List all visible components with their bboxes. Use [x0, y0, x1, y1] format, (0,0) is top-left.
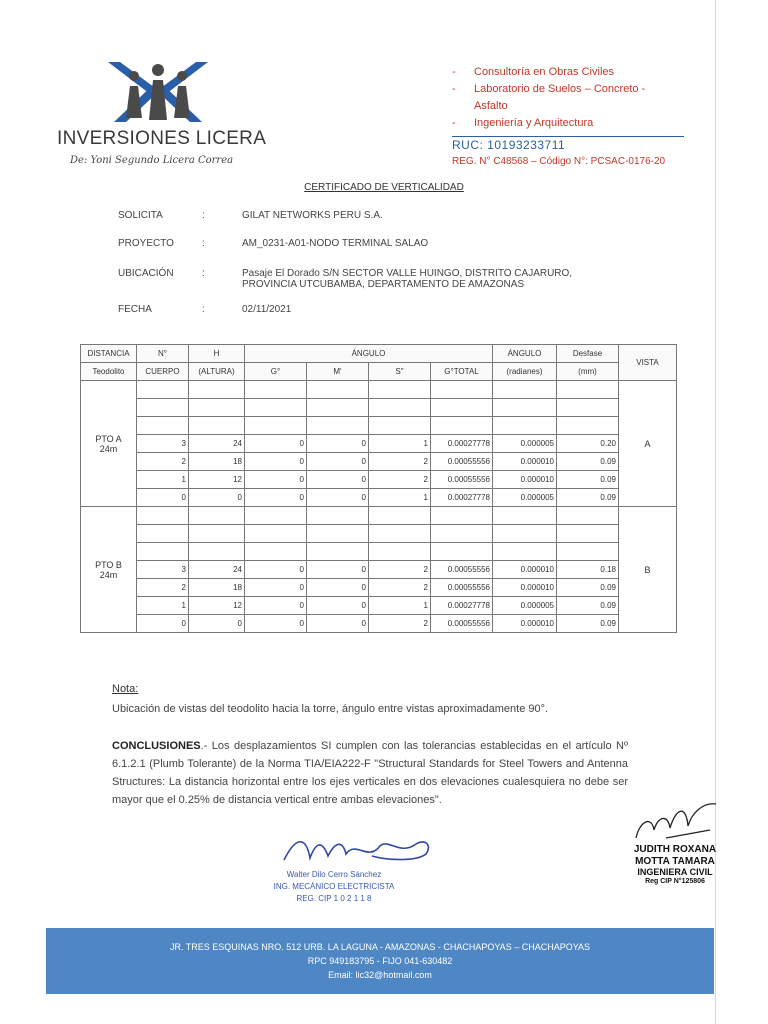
cell-m: 0: [307, 453, 369, 471]
cell-gtotal: [431, 417, 493, 435]
cell-n: [137, 525, 189, 543]
cell-h: [189, 381, 245, 399]
table-row: [81, 543, 677, 561]
cell-n: 3: [137, 561, 189, 579]
cell-desfase: 0.20: [557, 435, 619, 453]
stamp-right-line2: MOTTA TAMARA: [635, 856, 715, 867]
cell-m: 0: [307, 597, 369, 615]
cell-gtotal: 0.00055556: [431, 561, 493, 579]
header-teodolito: Teodolito: [81, 363, 137, 381]
cell-m: 0: [307, 615, 369, 633]
cell-s: 2: [369, 561, 431, 579]
table-row: [81, 435, 677, 453]
cell-rad: 0.000005: [493, 597, 557, 615]
vista-label: A: [619, 381, 677, 507]
cell-h: [189, 543, 245, 561]
cell-rad: [493, 525, 557, 543]
header-mm: (mm): [557, 363, 619, 381]
cell-desfase: [557, 399, 619, 417]
cell-m: 0: [307, 579, 369, 597]
stamp-right-line3: INGENIERA CIVIL: [637, 867, 713, 877]
cell-rad: 0.000010: [493, 471, 557, 489]
field-ubicacion: UBICACIÓN : Pasaje El Dorado S/N SECTOR VALLE HUINGO, DISTRITO CAJARURO, PROVINCIA UTCUBAMBA, DEPARTAMENTO DE AMAZONAS: [118, 268, 573, 290]
cell-rad: [493, 381, 557, 399]
cell-m: [307, 543, 369, 561]
cell-gtotal: 0.00027778: [431, 489, 493, 507]
table-header-row: [81, 345, 677, 363]
cell-n: 2: [137, 453, 189, 471]
cell-desfase: 0.09: [557, 579, 619, 597]
cell-desfase: 0.09: [557, 471, 619, 489]
cell-s: 2: [369, 453, 431, 471]
table-row: [81, 381, 677, 399]
cell-n: 1: [137, 471, 189, 489]
cell-h: 12: [189, 471, 245, 489]
header-m: M': [307, 363, 369, 381]
cell-h: 0: [189, 615, 245, 633]
cell-n: [137, 381, 189, 399]
cell-m: [307, 381, 369, 399]
cell-g: 0: [245, 579, 307, 597]
cell-rad: 0.000010: [493, 579, 557, 597]
cell-n: 0: [137, 489, 189, 507]
cell-gtotal: 0.00055556: [431, 453, 493, 471]
cell-m: [307, 507, 369, 525]
cell-gtotal: 0.00055556: [431, 471, 493, 489]
cell-g: 0: [245, 489, 307, 507]
table-row: [81, 471, 677, 489]
table-subheader-row: [81, 363, 677, 381]
cell-rad: 0.000005: [493, 435, 557, 453]
registration-number: REG. N° C48568 – Código N°: PCSAC-0176-20: [452, 156, 666, 167]
cell-desfase: 0.09: [557, 453, 619, 471]
header-angulo: ÁNGULO: [245, 345, 493, 363]
cell-g: 0: [245, 453, 307, 471]
cell-gtotal: [431, 525, 493, 543]
service-item: Asfalto: [474, 100, 508, 112]
cell-n: 1: [137, 597, 189, 615]
cell-h: 24: [189, 561, 245, 579]
point-label: PTO B 24m: [81, 507, 137, 633]
header-h: H: [189, 345, 245, 363]
cell-m: [307, 525, 369, 543]
cell-rad: 0.000010: [493, 561, 557, 579]
cell-m: [307, 399, 369, 417]
cell-desfase: 0.09: [557, 615, 619, 633]
header-altura: (ALTURA): [189, 363, 245, 381]
cell-h: [189, 507, 245, 525]
cell-gtotal: [431, 399, 493, 417]
table-row: [81, 399, 677, 417]
cell-s: 2: [369, 579, 431, 597]
field-solicita: SOLICITA : GILAT NETWORKS PERU S.A.: [118, 210, 383, 221]
header-cuerpo: CUERPO: [137, 363, 189, 381]
cell-m: 0: [307, 435, 369, 453]
cell-gtotal: 0.00055556: [431, 579, 493, 597]
header-desfase: Desfase: [557, 345, 619, 363]
document-title: CERTIFICADO DE VERTICALIDAD: [304, 182, 464, 193]
table-row: [81, 615, 677, 633]
cell-s: [369, 399, 431, 417]
point-label: PTO A 24m: [81, 381, 137, 507]
table-row: [81, 525, 677, 543]
service-item: - Ingeniería y Arquitectura: [452, 117, 594, 129]
cell-g: [245, 507, 307, 525]
cell-g: [245, 399, 307, 417]
engineer-stamp-right: [610, 800, 740, 900]
cell-s: [369, 507, 431, 525]
cell-m: 0: [307, 489, 369, 507]
header-g: G°: [245, 363, 307, 381]
cell-n: 3: [137, 435, 189, 453]
table-row: [81, 417, 677, 435]
cell-desfase: 0.18: [557, 561, 619, 579]
cell-rad: 0.000010: [493, 453, 557, 471]
cell-s: 1: [369, 489, 431, 507]
header-n: N°: [137, 345, 189, 363]
cell-n: [137, 399, 189, 417]
cell-n: [137, 417, 189, 435]
ruc-number: RUC: 10193233711: [452, 138, 566, 152]
stamp-right-line4: Reg CIP N°125806: [645, 878, 705, 885]
footer-phones: RPC 949183795 - FIJO 041-630482: [307, 956, 453, 966]
service-item: - Laboratorio de Suelos – Concreto -: [452, 83, 646, 95]
cell-desfase: 0.09: [557, 597, 619, 615]
cell-h: 12: [189, 597, 245, 615]
cell-desfase: [557, 417, 619, 435]
footer-bar: [46, 928, 714, 994]
cell-s: 1: [369, 435, 431, 453]
table-row: [81, 561, 677, 579]
cell-s: 2: [369, 471, 431, 489]
cell-m: 0: [307, 471, 369, 489]
cell-g: 0: [245, 471, 307, 489]
header-distancia: DISTANCIA: [81, 345, 137, 363]
owner-signature: De: Yoni Segundo Licera Correa: [70, 155, 234, 166]
header-divider: [452, 136, 684, 137]
signature-scribble-left: [276, 832, 436, 868]
header-vista: VISTA: [619, 345, 677, 381]
cell-desfase: [557, 525, 619, 543]
table-row: [81, 579, 677, 597]
cell-g: 0: [245, 615, 307, 633]
cell-h: 0: [189, 489, 245, 507]
conclusiones-label: CONCLUSIONES: [112, 740, 201, 752]
cell-gtotal: [431, 381, 493, 399]
header-s: S": [369, 363, 431, 381]
cell-desfase: [557, 543, 619, 561]
vista-label: B: [619, 507, 677, 633]
header-gtotal: G°TOTAL: [431, 363, 493, 381]
cell-gtotal: [431, 507, 493, 525]
cell-s: 1: [369, 597, 431, 615]
cell-desfase: [557, 507, 619, 525]
cell-rad: [493, 399, 557, 417]
engineer-stamp-left: [236, 832, 432, 910]
table-row: [81, 597, 677, 615]
nota-label: Nota:: [112, 683, 139, 695]
cell-h: [189, 417, 245, 435]
cell-desfase: [557, 381, 619, 399]
cell-s: [369, 381, 431, 399]
company-name: INVERSIONES LICERA: [57, 128, 267, 149]
conclusiones-paragraph: [112, 737, 628, 809]
conclusiones-text: .- Los desplazamientos SI cumplen con las tolerancias establecidas en el artículo Nº 6.1.2.1 (Plumb Tolerante) de la Norma TIA/EIA222-F "Structural Standards for Steel Towers and Antenna Structures: La distancia horizontal entre los ejes verticales en dos elevaciones cualesquiera no debe ser mayor que el 0.25% de distancia vertical entre ambas elevaciones".: [112, 740, 628, 806]
cell-m: [307, 417, 369, 435]
verticality-table: [80, 344, 677, 633]
cell-g: [245, 543, 307, 561]
cell-rad: [493, 417, 557, 435]
services-list: [452, 64, 645, 132]
cell-gtotal: 0.00055556: [431, 615, 493, 633]
cell-g: [245, 381, 307, 399]
cell-n: 0: [137, 615, 189, 633]
stamp-left-title: ING. MECÁNICO ELECTRICISTA: [273, 882, 395, 891]
stamp-left-name: Walter Dilo Cerro Sánchez: [286, 870, 382, 879]
cell-rad: [493, 507, 557, 525]
field-fecha: FECHA : 02/11/2021: [118, 304, 292, 315]
company-logo: [104, 56, 212, 124]
field-proyecto: PROYECTO : AM_0231-A01-NODO TERMINAL SALAO: [118, 238, 429, 249]
signature-scribble-right: [626, 800, 726, 844]
cell-g: [245, 417, 307, 435]
table-row: [81, 507, 677, 525]
cell-h: 18: [189, 579, 245, 597]
cell-h: [189, 525, 245, 543]
cell-g: 0: [245, 561, 307, 579]
table-row: [81, 453, 677, 471]
stamp-right-line1: JUDITH ROXANA: [633, 844, 717, 855]
nota-text: Ubicación de vistas del teodolito hacia la torre, ángulo entre vistas aproximadamente 90°.: [112, 703, 549, 715]
cell-gtotal: [431, 543, 493, 561]
table-body: [81, 381, 677, 633]
cell-rad: 0.000005: [493, 489, 557, 507]
cell-h: 24: [189, 435, 245, 453]
cell-h: [189, 399, 245, 417]
cell-desfase: 0.09: [557, 489, 619, 507]
cell-s: [369, 417, 431, 435]
cell-gtotal: 0.00027778: [431, 597, 493, 615]
cell-n: 2: [137, 579, 189, 597]
table-row: [81, 489, 677, 507]
cell-s: [369, 525, 431, 543]
cell-s: [369, 543, 431, 561]
cell-g: 0: [245, 597, 307, 615]
cell-g: [245, 525, 307, 543]
cell-s: 2: [369, 615, 431, 633]
cell-h: 18: [189, 453, 245, 471]
cell-n: [137, 543, 189, 561]
stamp-left-reg: REG. CIP 1 0 2 1 1 8: [296, 894, 372, 903]
service-item: - Consultoría en Obras Civiles: [452, 66, 615, 78]
cell-rad: [493, 543, 557, 561]
header-angulo-rad: ÁNGULO: [493, 345, 557, 363]
cell-m: 0: [307, 561, 369, 579]
header-radianes: (radianes): [493, 363, 557, 381]
cell-gtotal: 0.00027778: [431, 435, 493, 453]
cell-rad: 0.000010: [493, 615, 557, 633]
cell-n: [137, 507, 189, 525]
footer-address: JR. TRES ESQUINAS NRO. 512 URB. LA LAGUNA - AMAZONAS - CHACHAPOYAS – CHACHAPOYAS: [169, 942, 591, 952]
cell-g: 0: [245, 435, 307, 453]
footer-email: Email: lic32@hotmail.com: [328, 970, 432, 980]
